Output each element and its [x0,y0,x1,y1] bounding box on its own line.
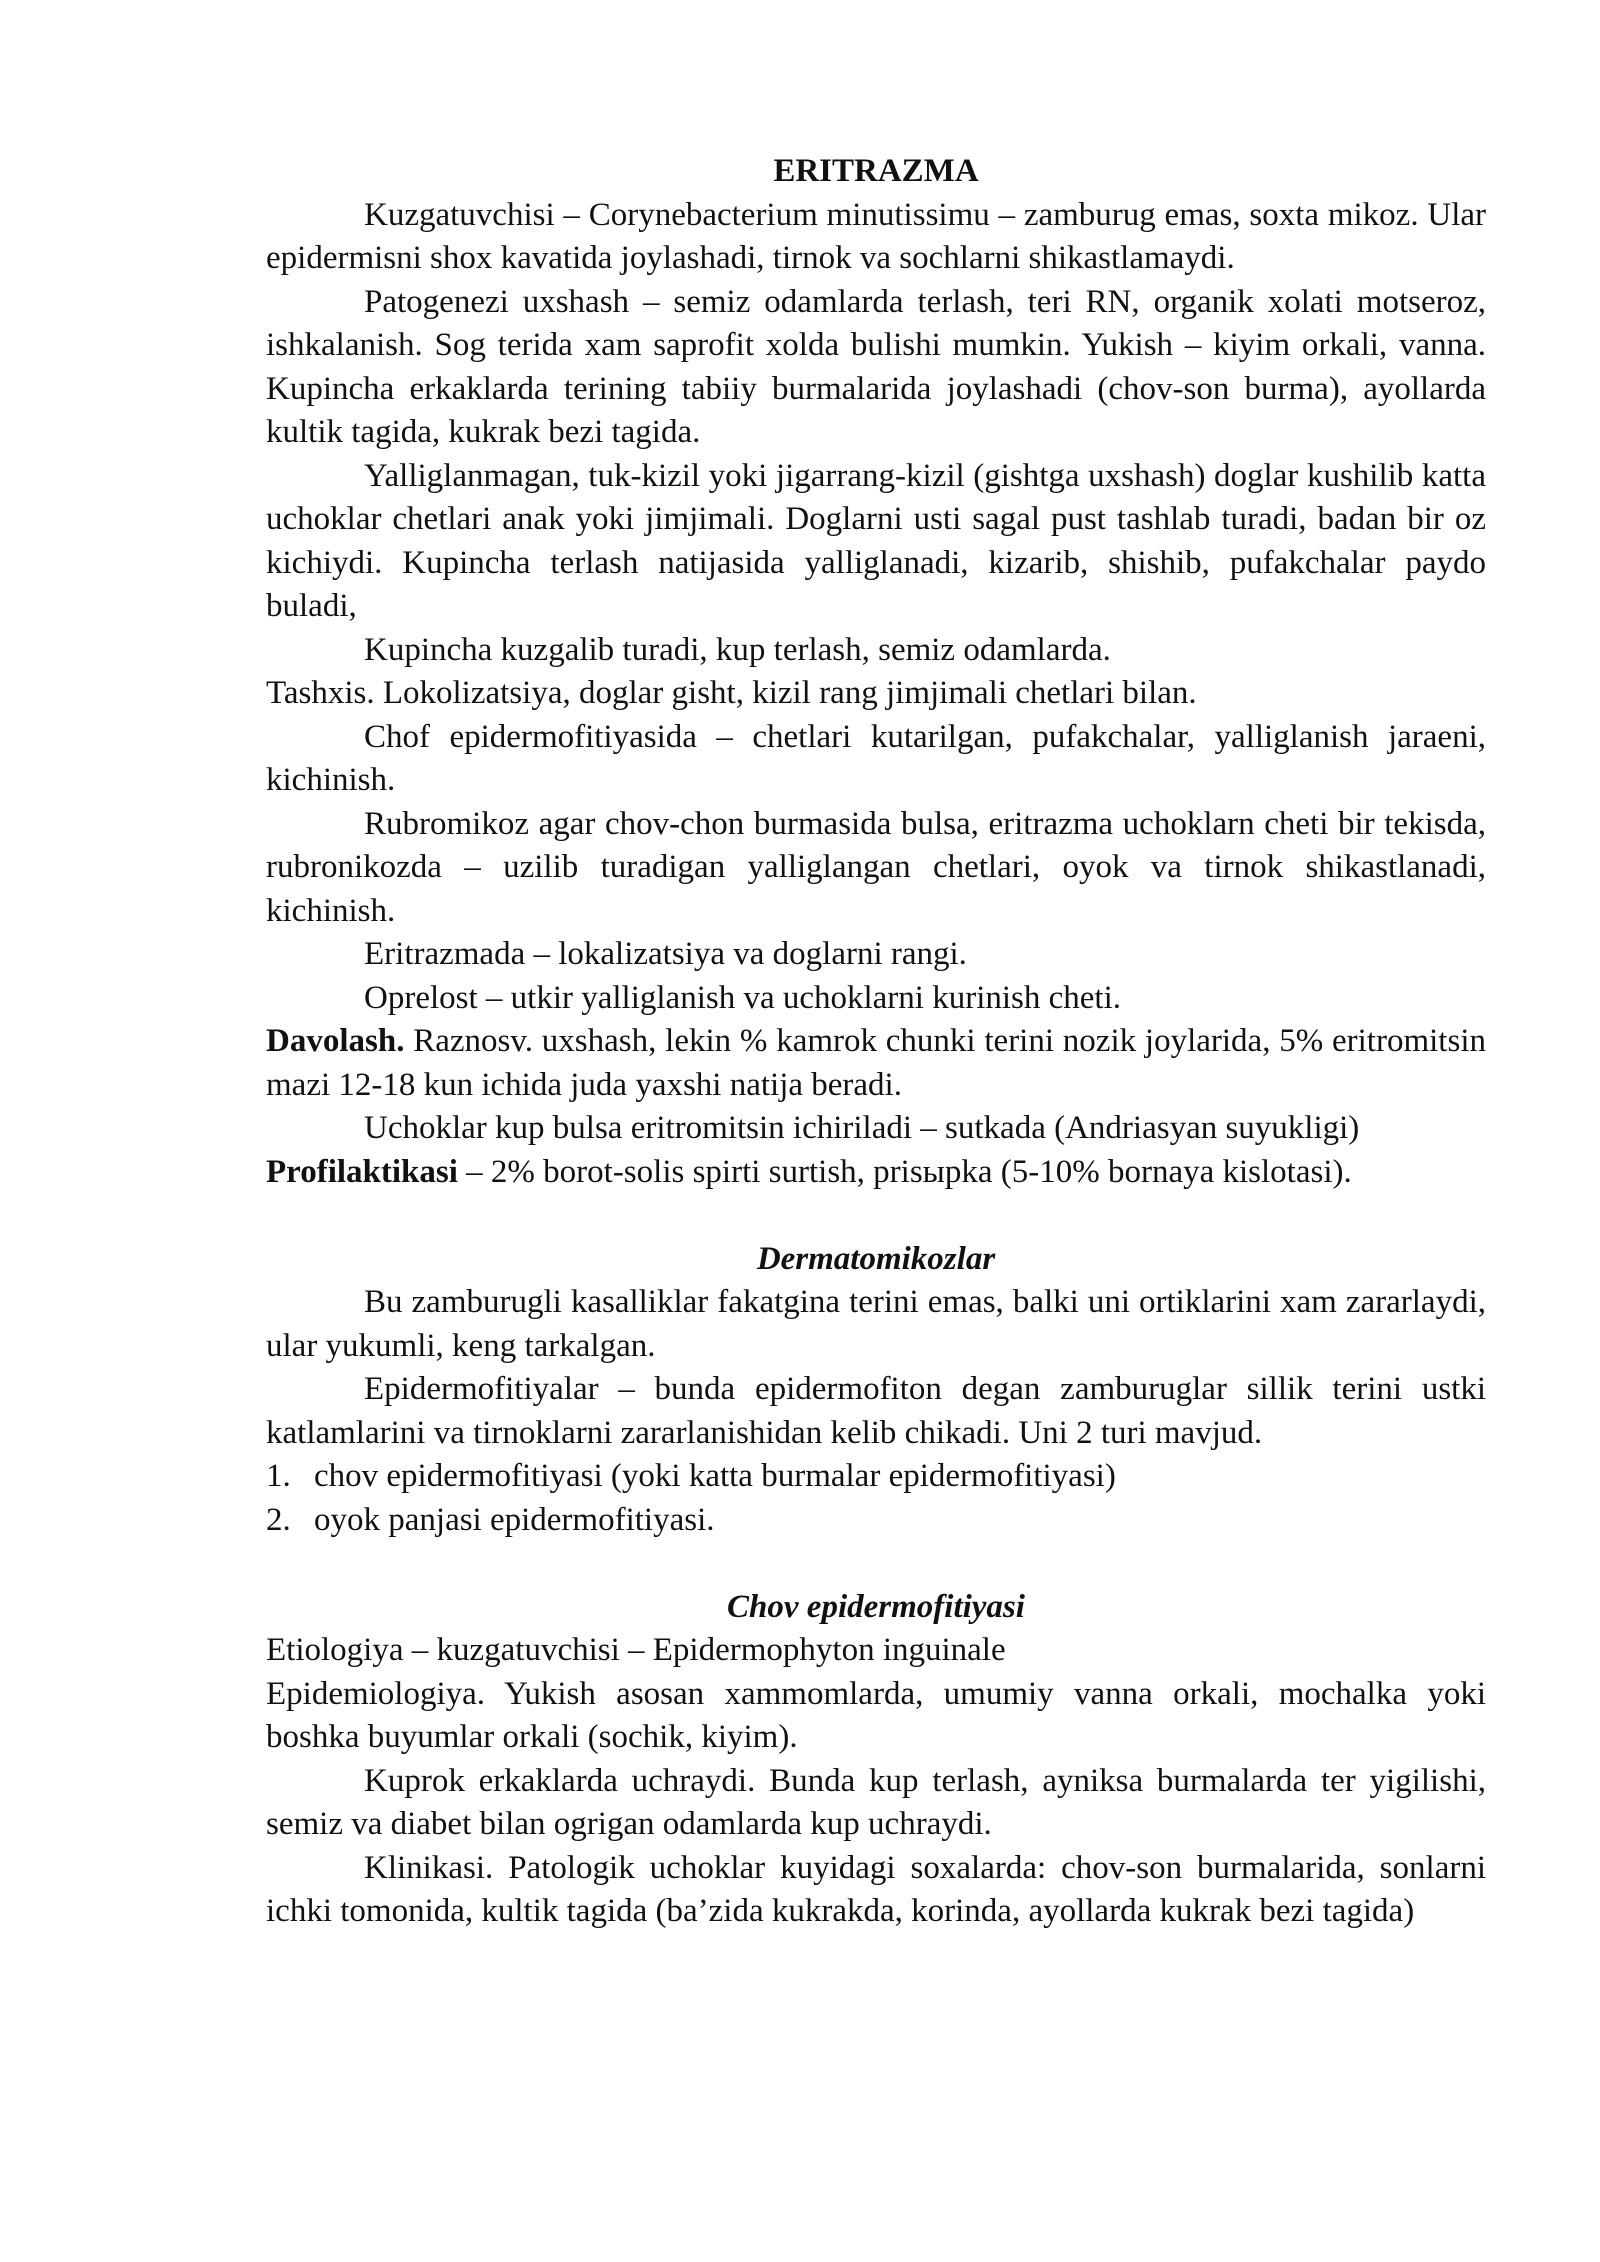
list-text: oyok panjasi epidermofitiyasi. [314,1501,715,1538]
spacer [266,1542,1486,1586]
list-item [266,1499,1486,1543]
treatment-label: Davolash. [266,1023,405,1059]
section-title-dermatomikozlar: Dermatomikozlar [756,1240,996,1277]
spacer [266,1194,1486,1238]
prophylaxis-label: Profilaktikasi [266,1153,458,1190]
paragraph: Etiologiya – kuzgatuvchisi – Epidermophyton inguinale [266,1632,1006,1668]
paragraph: Chof epidermofitiyasida – chetlari kutarilgan, pufakchalar, yalliglanish jaraeni, kichinish. [266,718,1486,798]
list-number: 2. [266,1501,291,1538]
paragraph-treatment [266,1020,1486,1107]
paragraph: Patogenezi uxshash – semiz odamlarda terlash, teri RN, organik xolati motseroz, ishkalanish. Sog terida xam saprofit xolda bulishi mumkin. Yukish – kiyim orkali, vanna. Kupincha erkaklarda terining tabiiy burmalarida joylashadi (chov-son burma), ayollarda kultik tagida, kukrak bezi tagida. [266,283,1486,450]
document-page [266,150,1486,1934]
paragraph: Yalliglanmagan, tuk-kizil yoki jigarrang-kizil (gishtga uxshash) doglar kushilib katta uchoklar chetlari anak yoki jimjimali. Doglarni usti sagal pust tashlab turadi, badan bir oz kichiydi. Kupincha terlash natijasida yalliglanadi, kizarib, shishib, pufakchalar paydo buladi, [266,457,1486,624]
paragraph: Kuprok erkaklarda uchraydi. Bunda kup terlash, ayniksa burmalarda ter yigilishi, semiz va diabet bilan ogrigan odamlarda kup uchraydi. [266,1762,1486,1842]
paragraph: Tashxis. Lokolizatsiya, doglar gisht, kizil rang jimjimali chetlari bilan. [266,675,1197,711]
paragraph: Uchoklar kup bulsa eritromitsin ichiriladi – sutkada (Andriasyan suyukligi) [364,1110,1360,1146]
section-title-chov-epidermofitiyasi: Chov epidermofitiyasi [727,1588,1025,1625]
section-title-eritrazma: ERITRAZMA [773,153,979,189]
paragraph: Rubromikoz agar chov-chon burmasida bulsa, eritrazma uchoklarn cheti bir tekisda, rubronikozda – uzilib turadigan yalliglangan chetlari, oyok va tirnok shikastlanadi, kichinish. [266,805,1486,929]
paragraph: Epidermofitiyalar – bunda epidermofiton degan zamburuglar sillik terini ustki katlamlarini va tirnoklarni zararlanishidan kelib chikadi. Uni 2 turi mavjud. [266,1371,1486,1451]
paragraph: Epidemiologiya. Yukish asosan xammomlarda, umumiy vanna orkali, mochalka yoki boshka buyumlar orkali (sochik, kiyim). [266,1675,1486,1755]
prophylaxis-text: – 2% borot-solis spirti surtish, prisыpka (5-10% bornaya kislotasi). [457,1153,1352,1190]
list-number: 1. [266,1458,291,1494]
paragraph: Eritrazmada – lokalizatsiya va doglarni rangi. [364,936,967,972]
paragraph: Bu zamburugli kasalliklar fakatgina terini emas, balki uni ortiklarini xam zararlaydi, ular yukumli, keng tarkalgan. [266,1284,1486,1364]
paragraph: Kuzgatuvchisi – Corynebacterium minutissimu – zamburug emas, soxta mikoz. Ular epidermisni shox kavatida joylashadi, tirnok va sochlarni shikastlamaydi. [266,196,1486,276]
paragraph: Kupincha kuzgalib turadi, kup terlash, semiz odamlarda. [364,631,1111,668]
paragraph: Klinikasi. Patologik uchoklar kuyidagi soxalarda: chov-son burmalarida, sonlarni ichki tomonida, kultik tagida (ba’zida kukrakda, korinda, ayollarda kukrak bezi tagida) [266,1849,1486,1929]
paragraph: Oprelost – utkir yalliglanish va uchoklarni kurinish cheti. [364,979,1122,1016]
list-item [266,1455,1486,1499]
list-text: chov epidermofitiyasi (yoki katta burmalar epidermofitiyasi) [314,1458,1116,1494]
paragraph-prophylaxis [266,1151,1486,1195]
treatment-text: Raznosv. uxshash, lekin % kamrok chunki terini nozik joylarida, 5% eritromitsin mazi 12-18 kun ichida juda yaxshi natija beradi. [266,1023,1486,1103]
